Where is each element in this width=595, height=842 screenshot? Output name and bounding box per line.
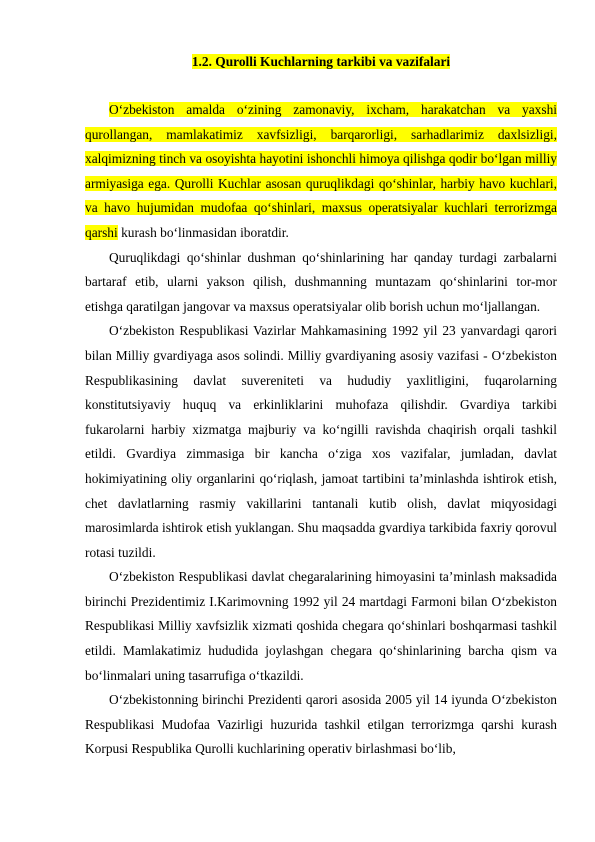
section-heading (85, 50, 557, 74)
paragraph-2: Quruqlikdagi qo‘shinlar dushman qo‘shinlarining har qanday turdagi zarbalarni bartaraf etib, ularni yakson qilish, dushmanning muntazam qo‘shinlarini tor-mor etishga qaratilgan jangovar va maxsus operatsiyalar olib borish uchun mo‘ljallangan. (85, 249, 557, 314)
paragraph-5: O‘zbekistonning birinchi Prezidenti qarori asosida 2005 yil 14 iyunda O‘zbekiston Respublikasi Mudofaa Vazirligi huzurida tashkil etilgan terrorizmga qarshi kurash Korpusi Respublika Qurolli kuchlarining operativ birlashmasi bo‘lib, (85, 692, 557, 757)
paragraph-3: O‘zbekiston Respublikasi Vazirlar Mahkamasining 1992 yil 23 yanvardagi qarori bilan Milliy gvardiyaga asos solindi. Milliy gvardiyaning asosiy vazifasi - O‘zbekiston Respublikasining davlat suvereniteti va hududiy yaxlitligini, fuqarolarning konstitutsiyaviy huquq va erkinliklarini muhofaza qilishdir. Gvardiya tarkibi fukarolarni harbiy xizmatga majburiy va ko‘ngilli ravishda chaqirish orqali tashkil etildi. Gvardiya zimmasiga bir kancha o‘ziga xos vazifalar, jumladan, davlat hokimiyatining oliy organlarini qo‘riqlash, jamoat tartibini ta’minlashda ishtirok etish, chet davlatlarning rasmiy vakillarini tantanali kutib olish, davlat miqyosidagi marosimlarda ishtirok etish yuklangan. Shu maqsadda gvardiya tarkibida faxriy qorovul rotasi tuzildi. (85, 323, 557, 560)
document-page (85, 50, 557, 762)
paragraph-1-rest: kurash bo‘linmasidan iboratdir. (117, 224, 289, 240)
section-heading-text: 1.2. Qurolli Kuchlarning tarkibi va vazifalari (191, 54, 451, 69)
paragraph-1 (85, 98, 557, 246)
paragraph-4: O‘zbekiston Respublikasi davlat chegaralarining himoyasini ta’minlash maksadida birinchi Prezidentimiz I.Karimovning 1992 yil 24 martdagi Farmoni bilan O‘zbekiston Respublikasi Milliy xavfsizlik xizmati qoshida chegara qo‘shinlari boshqarmasi tashkil etildi. Mamlakatimiz hududida joylashgan chegara qo‘shinlarining barcha qism va bo‘linmalari uning tasarrufiga o‘tkazildi. (85, 569, 557, 683)
highlighted-text: O‘zbekiston amalda o‘zining zamonaviy, ixcham, harakatchan va yaxshi qurollangan, mamlakatimiz xavfsizligi, barqarorligi, sarhadlarimiz daxlsizligi, xalqimizning tinch va osoyishta hayotini ishonchli himoya qilishga qodir bo‘lgan milliy armiyasiga ega. Qurolli Kuchlar asosan quruqlikdagi qo‘shinlar, harbiy havo kuchlari, va havo hujumidan mudofaa qo‘shinlari, maxsus operatsiyalar kuchlari terrorizmga qarshi (85, 102, 557, 240)
